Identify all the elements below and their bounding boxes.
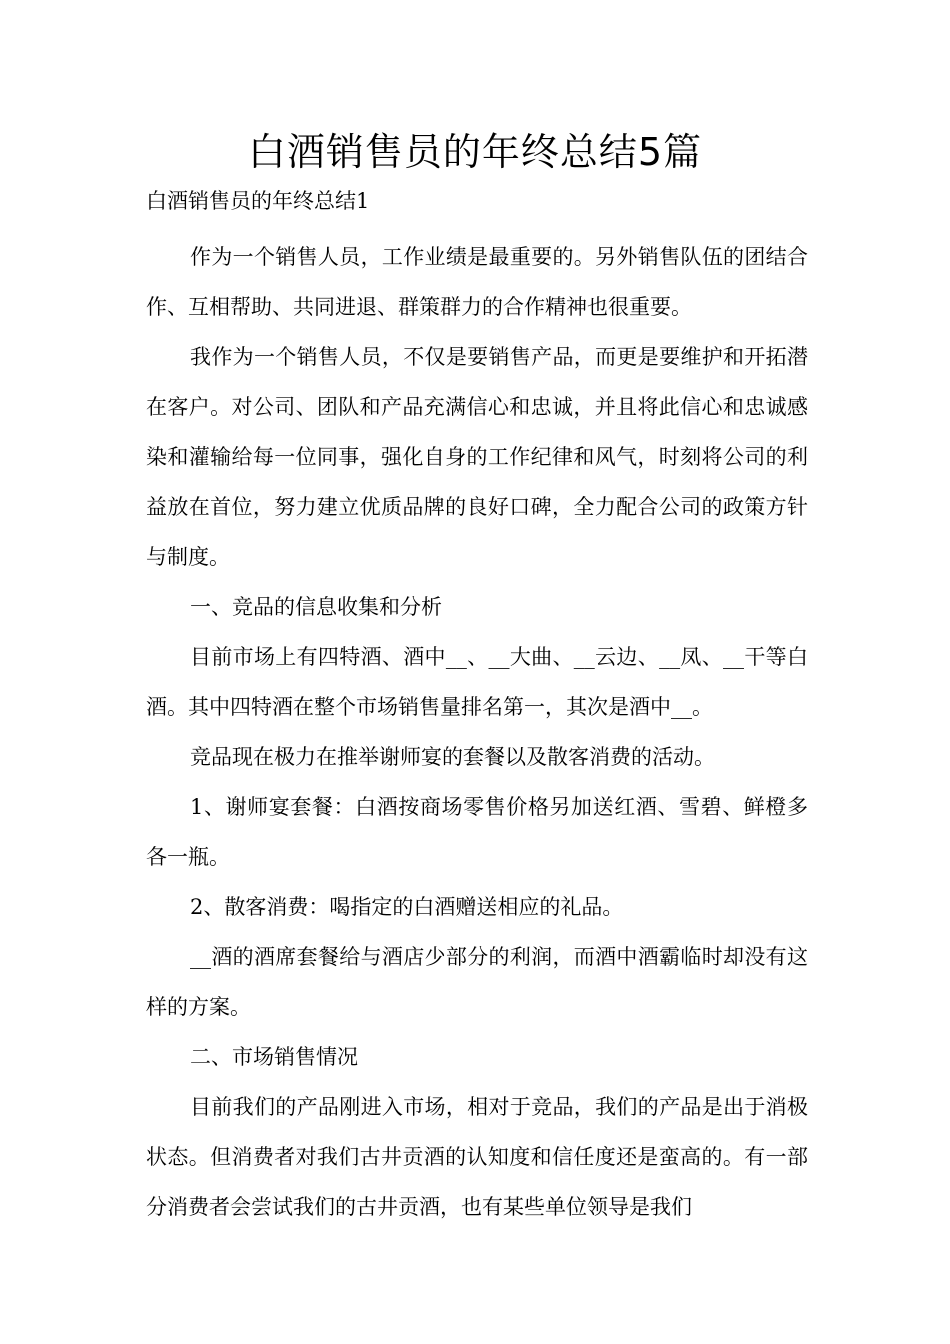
section-heading: 一、竞品的信息收集和分析 xyxy=(190,595,442,619)
paragraph: __酒的酒席套餐给与酒店少部分的利润，而酒中酒霸临时却没有这样的方案。 xyxy=(146,945,808,1019)
paragraph: 作为一个销售人员，工作业绩是最重要的。另外销售队伍的团结合作、互相帮助、共同进退、群策群力的合作精神也很重要。 xyxy=(146,245,808,319)
list-item: 2、散客消费：喝指定的白酒赠送相应的礼品。 xyxy=(190,895,624,919)
paragraph: 竞品现在极力在推举谢师宴的套餐以及散客消费的活动。 xyxy=(190,745,715,769)
document-title: 白酒销售员的年终总结5篇 xyxy=(247,130,703,174)
section-heading: 二、市场销售情况 xyxy=(190,1045,358,1069)
paragraph: 我作为一个销售人员，不仅是要销售产品，而更是要维护和开拓潜在客户。对公司、团队和产品充满信心和忠诚，并且将此信心和忠诚感染和灌输给每一位同事，强化自身的工作纪律和风气，时刻将公司的利益放在首位，努力建立优质品牌的良好口碑，全力配合公司的政策方针与制度。 xyxy=(146,345,808,569)
paragraph: 目前市场上有四特酒、酒中__、__大曲、__云边、__凤、__干等白酒。其中四特酒在整个市场销售量排名第一，其次是酒中__。 xyxy=(146,645,808,719)
section-subtitle: 白酒销售员的年终总结1 xyxy=(146,189,370,213)
paragraph: 目前我们的产品刚进入市场，相对于竞品，我们的产品是出于消极状态。但消费者对我们古井贡酒的认知度和信任度还是蛮高的。有一部分消费者会尝试我们的古井贡酒，也有某些单位领导是我们 xyxy=(146,1095,808,1219)
list-item: 1、谢师宴套餐：白酒按商场零售价格另加送红酒、雪碧、鲜橙多各一瓶。 xyxy=(146,795,808,869)
document-body xyxy=(146,232,808,1232)
